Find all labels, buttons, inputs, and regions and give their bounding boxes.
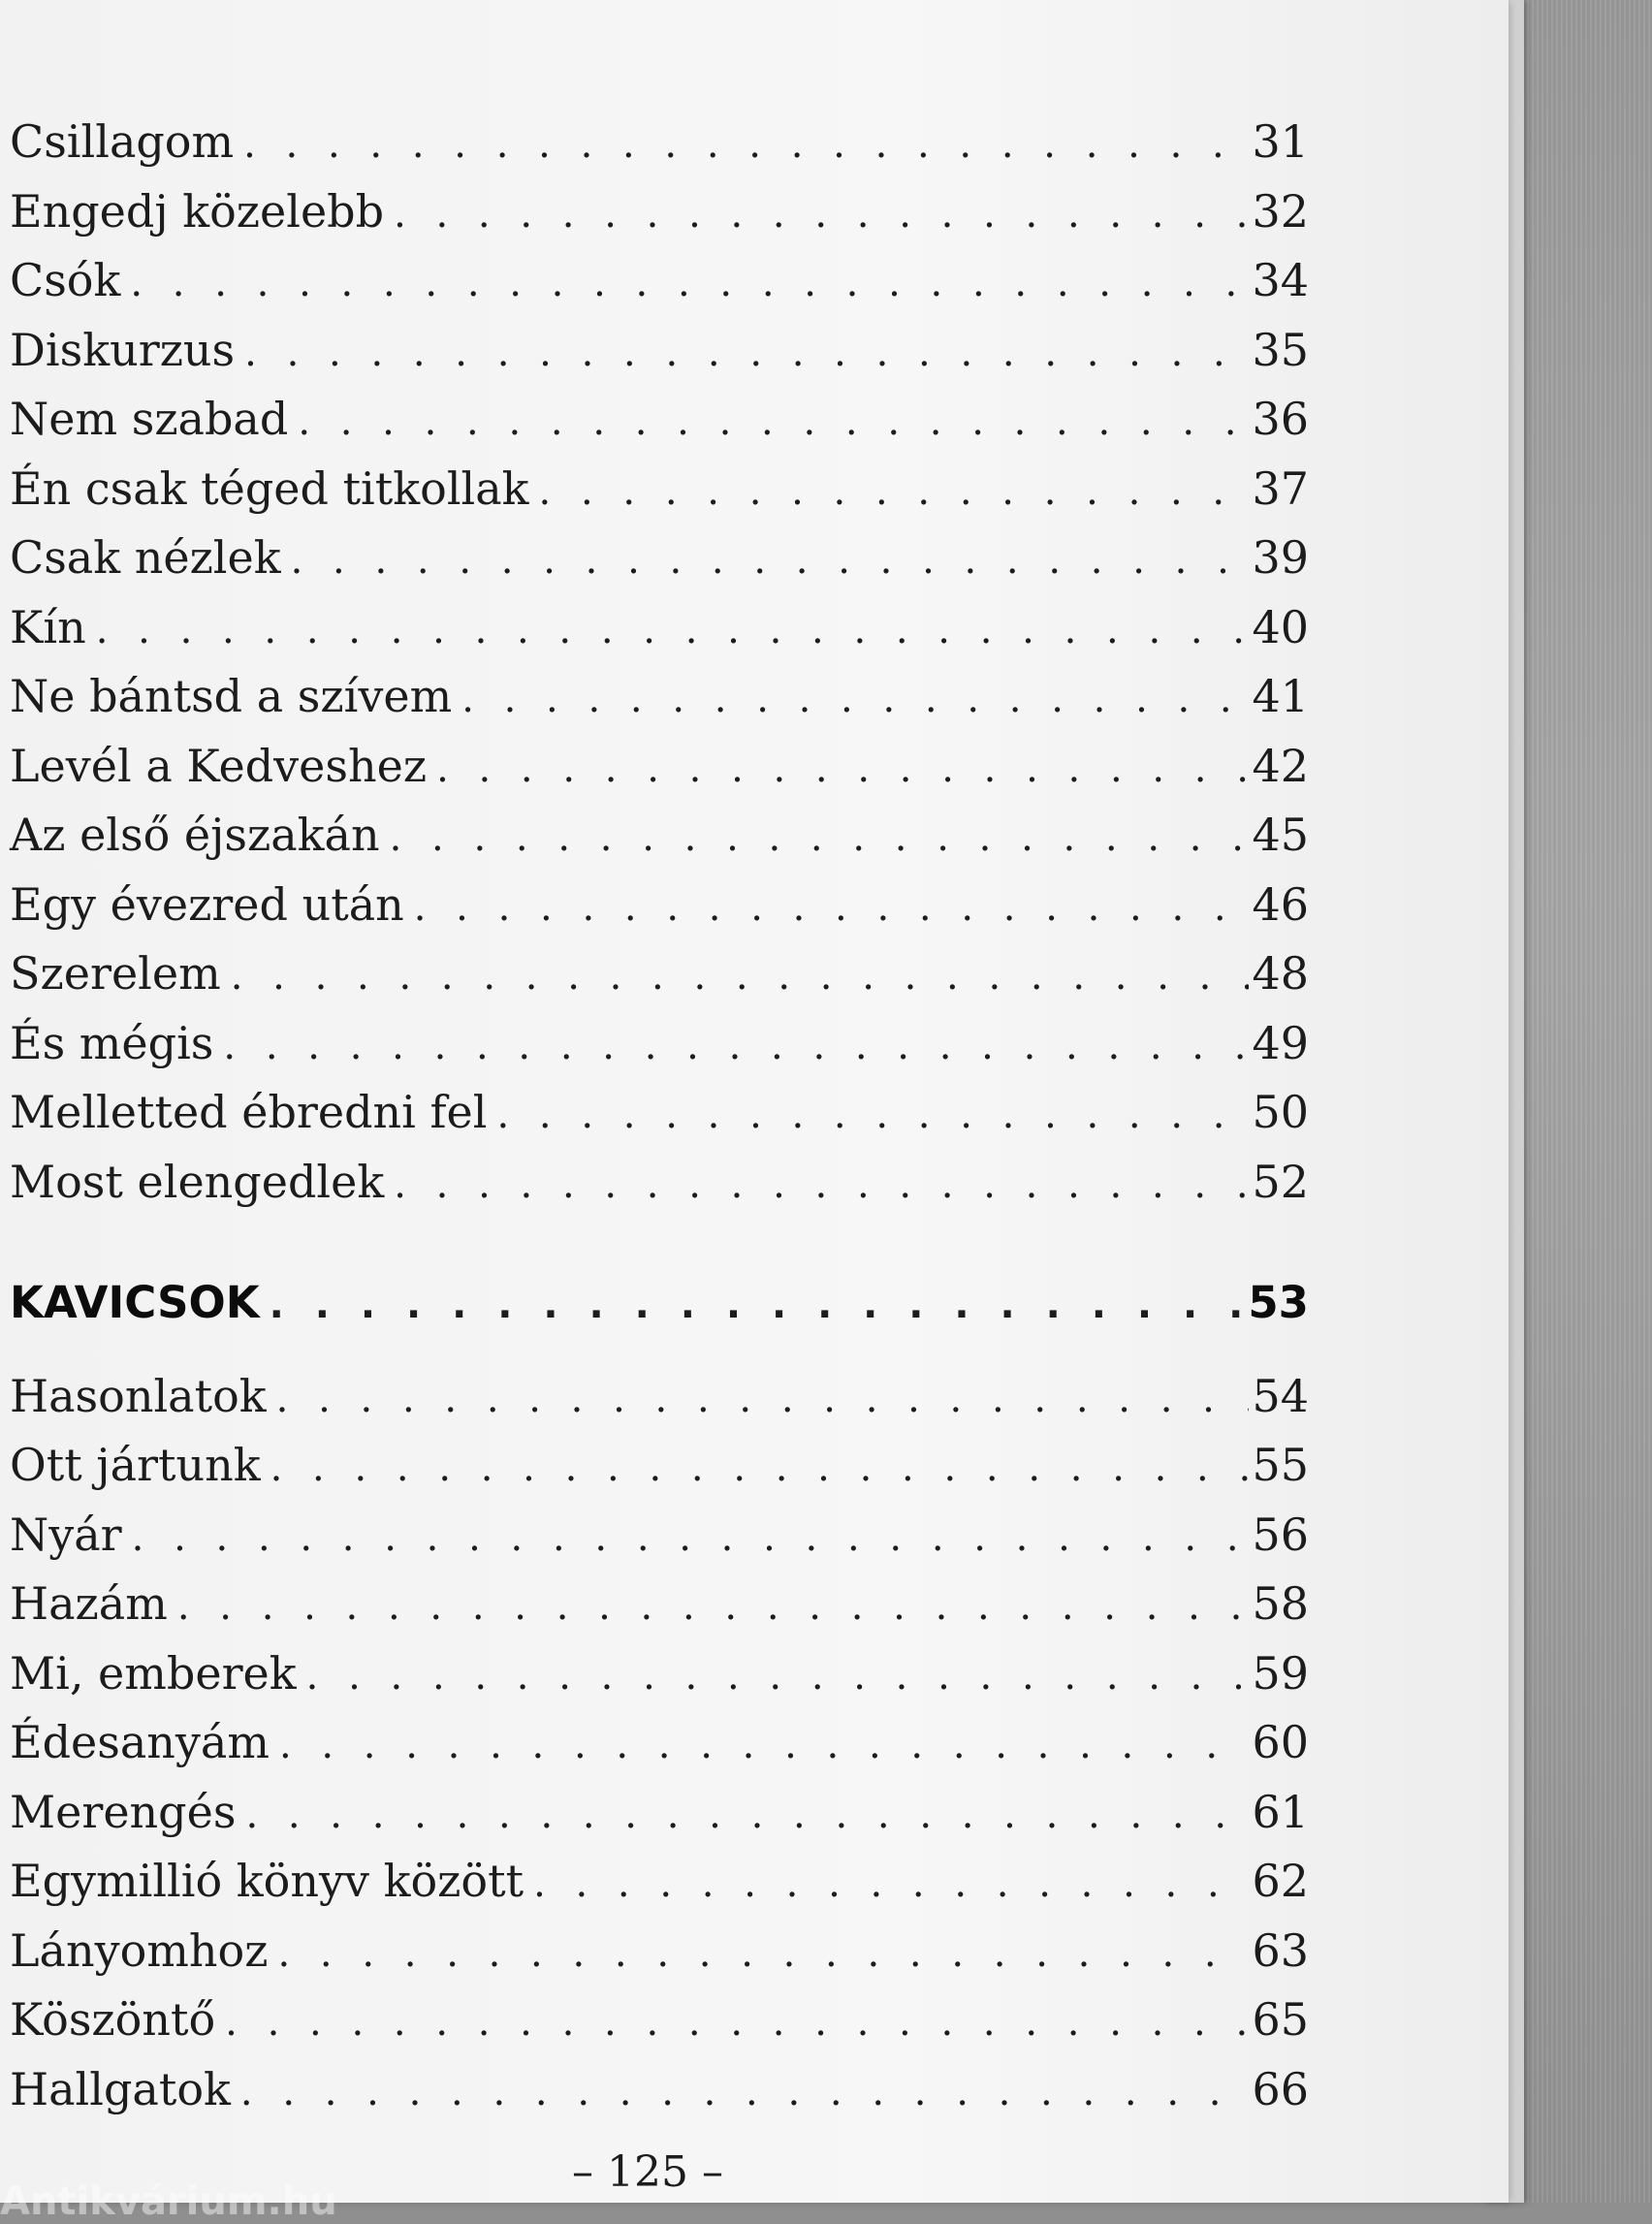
dot-leader [213,1024,1249,1068]
toc-entry-title: Diskurzus [10,323,236,376]
toc-entry-title: Szerelem [10,947,221,1000]
toc-entry [0,301,1309,376]
toc-entry-page: 40 [1252,600,1309,653]
toc-entry-title: Csillagom [10,115,235,168]
toc-entry-title: Kín [10,600,86,653]
dot-leader [268,1931,1249,1976]
toc-entry-page: 37 [1252,461,1309,515]
dot-leader [487,1093,1249,1137]
toc-entry-page: 59 [1252,1646,1309,1700]
toc-entry-title: Hallgatok [10,2062,231,2115]
toc-entry-title: Levél a Kedveshez [10,739,428,792]
toc-entry-title: Egy évezred után [10,877,404,931]
toc-entry-page: 58 [1252,1577,1309,1630]
toc-entry [0,1831,1309,1907]
toc-entry-title: Csók [10,254,121,306]
toc-entry-page: 39 [1252,531,1309,584]
dot-leader [260,1283,1249,1327]
toc-entry [0,92,1309,168]
toc-entry-title: Nyár [10,1508,122,1561]
toc-entry-title: Az első éjszakán [10,809,380,861]
dot-leader [297,1654,1249,1699]
toc-entry-title: Köszöntő [10,1993,216,2046]
toc-entry-page: 54 [1252,1369,1309,1422]
toc-entry [0,785,1309,861]
toc-entry [0,1901,1309,1977]
toc-entry-page: 35 [1252,323,1309,376]
toc-entry [0,2040,1309,2115]
dot-leader [215,2000,1249,2045]
dot-leader [235,331,1249,375]
dot-leader [231,2070,1249,2114]
toc-entry-page: 31 [1252,115,1309,168]
table-of-contents [0,92,1309,2115]
toc-entry [0,1693,1309,1768]
toc-entry-page: 34 [1252,254,1309,306]
toc-entry-title: Hasonlatok [10,1369,267,1422]
toc-entry-title: Engedj közelebb [10,184,385,238]
toc-entry [0,1415,1309,1491]
toc-entry [0,1063,1309,1138]
toc-entry-page: 52 [1252,1155,1309,1208]
toc-entry [0,1132,1309,1208]
toc-entry-page: 46 [1252,877,1309,931]
dot-leader [122,1515,1249,1560]
dot-leader [384,192,1249,237]
toc-entry-page: 61 [1252,1785,1309,1838]
toc-entry-page: 62 [1252,1855,1309,1907]
toc-entry-title: Egymillió könyv között [10,1855,524,1907]
dot-leader [168,1584,1249,1629]
toc-entry [0,716,1309,792]
section-page: 53 [1248,1277,1309,1328]
toc-entry [0,439,1309,515]
toc-entry [0,1970,1309,2046]
toc-entry-title: És mégis [10,1016,214,1069]
toc-entry-title: Édesanyám [10,1716,270,1768]
toc-entry-page: 50 [1252,1086,1309,1138]
toc-entry-page: 56 [1252,1508,1309,1561]
dot-leader [270,1723,1249,1767]
dot-leader [452,677,1249,721]
toc-entry-title: Ott jártunk [10,1439,261,1491]
toc-entry-title: Nem szabad [10,393,289,445]
dot-leader [261,1446,1249,1490]
toc-entry-page: 65 [1252,1993,1309,2046]
toc-entry-page: 36 [1252,393,1309,445]
toc-entry-page: 49 [1252,1016,1309,1069]
dot-leader [384,1162,1249,1207]
toc-entry [0,162,1309,238]
dot-leader [524,1861,1249,1906]
page-number: – 125 – [572,2147,723,2197]
toc-entry [0,855,1309,931]
toc-entry-page: 66 [1252,2062,1309,2115]
toc-entry [0,231,1309,306]
toc-entry-title: Merengés [10,1785,237,1838]
toc-entry-page: 48 [1252,947,1309,1000]
dot-leader [120,261,1249,305]
toc-entry-title: Hazám [10,1577,168,1630]
toc-entry [0,369,1309,445]
toc-entry [0,1763,1309,1838]
dot-leader [529,469,1249,514]
toc-entry-title: Melletted ébredni fel [10,1086,488,1138]
toc-entry-page: 41 [1252,670,1309,722]
toc-entry-page: 63 [1252,1923,1309,1977]
toc-entry [0,1554,1309,1630]
toc-entry-title: Csak nézlek [10,531,281,584]
toc-entry-page: 32 [1252,184,1309,238]
toc-entry-title: Lányomhoz [10,1923,269,1977]
toc-entry [0,1485,1309,1561]
dot-leader [234,122,1249,167]
toc-entry [0,647,1309,722]
toc-entry [0,508,1309,584]
section-title: KAVICSOK [10,1277,260,1328]
dot-leader [380,815,1249,860]
dot-leader [288,399,1249,444]
toc-entry-title: Én csak téged titkollak [10,461,529,515]
toc-entry-title: Mi, emberek [10,1646,297,1700]
toc-section-heading [0,1277,1309,1347]
toc-entry-title: Most elengedlek [10,1155,385,1208]
toc-entry-page: 45 [1252,809,1309,861]
toc-entry [0,1624,1309,1700]
dot-leader [86,608,1249,652]
dot-leader [404,885,1249,930]
dot-leader [427,747,1249,791]
section-gap [0,1201,1309,1277]
toc-entry [0,994,1309,1069]
toc-entry [0,578,1309,653]
dot-leader [236,1793,1249,1837]
dot-leader [221,954,1249,999]
toc-entry-page: 55 [1252,1439,1309,1491]
toc-entry-title: Ne bántsd a szívem [10,670,453,722]
dot-leader [267,1377,1249,1421]
dot-leader [281,538,1249,583]
toc-entry-page: 60 [1252,1716,1309,1768]
watermark: Antikvárium.hu [0,2179,337,2224]
toc-entry [0,1347,1309,1422]
toc-entry-page: 42 [1252,739,1309,792]
toc-entry [0,924,1309,1000]
